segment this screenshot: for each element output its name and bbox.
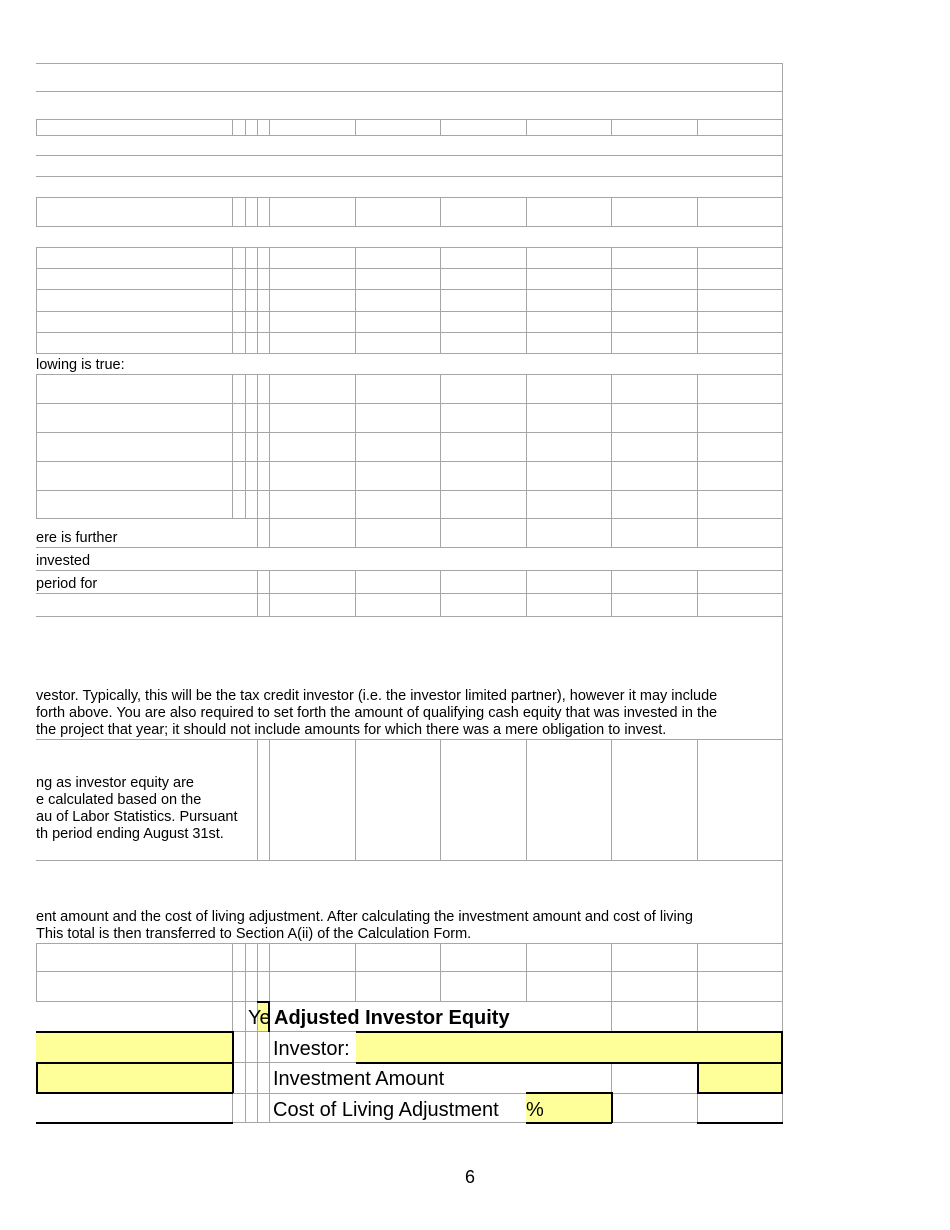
grid-col-line: [440, 374, 441, 518]
grid-col-line: [697, 247, 698, 353]
grid-col-line: [232, 247, 233, 353]
grid-col-line: [257, 570, 258, 616]
cola-unit: %: [526, 1099, 544, 1121]
grid-col-line: [526, 943, 527, 1001]
grid-row-line: [36, 374, 782, 375]
fragment-further: ere is further: [36, 530, 118, 546]
input-border: [697, 1122, 783, 1124]
grid-col-line: [269, 119, 270, 135]
grid-col-line: [257, 518, 258, 547]
grid-col-line: [36, 247, 37, 353]
grid-col-line: [257, 739, 258, 860]
grid-col-line: [245, 1031, 246, 1123]
grid-col-line: [232, 943, 233, 1001]
grid-col-line: [611, 739, 612, 860]
grid-col-line: [782, 63, 783, 1123]
grid-col-line: [269, 518, 270, 547]
grid-col-line: [269, 943, 270, 1001]
grid-col-line: [611, 119, 612, 135]
grid-col-line: [245, 1001, 246, 1031]
input-border: [697, 1092, 783, 1094]
grid-col-line: [257, 943, 258, 1001]
grid-row-line: [36, 155, 782, 156]
grid-row-line: [36, 739, 782, 740]
paragraph-line: forth above. You are also required to set forth the amount of qualifying cash equity that was invested in the: [36, 705, 718, 721]
paragraph-line: the project that year; it should not include amounts for which there was a mere obligation to invest.: [36, 722, 667, 738]
grid-row-line: [36, 135, 782, 136]
input-border: [36, 1062, 38, 1093]
grid-col-line: [526, 197, 527, 226]
input-border: [781, 1031, 783, 1093]
paragraph-transfer: [36, 909, 693, 943]
grid-col-line: [257, 374, 258, 518]
left-input-cell-1[interactable]: [36, 1032, 232, 1062]
grid-col-line: [269, 739, 270, 860]
grid-col-line: [355, 943, 356, 1001]
grid-col-line: [697, 570, 698, 616]
grid-col-line: [526, 739, 527, 860]
input-border: [611, 1092, 613, 1123]
paragraph-line: th period ending August 31st.: [36, 826, 224, 842]
left-input-cell-2[interactable]: [36, 1063, 232, 1092]
grid-col-line: [611, 374, 612, 518]
grid-row-line: [36, 518, 782, 519]
grid-col-line: [355, 197, 356, 226]
grid-col-line: [245, 943, 246, 1001]
paragraph-line: ent amount and the cost of living adjustment. After calculating the investment amount and cost of living: [36, 909, 693, 925]
grid-col-line: [440, 518, 441, 547]
paragraph-investor: [36, 688, 717, 739]
grid-col-line: [232, 119, 233, 135]
input-border: [36, 1062, 233, 1064]
grid-col-line: [257, 247, 258, 353]
input-border: [356, 1062, 783, 1064]
grid-col-line: [257, 197, 258, 226]
grid-col-line: [269, 247, 270, 353]
fragment-period-for: period for: [36, 576, 98, 592]
grid-col-line: [232, 374, 233, 518]
grid-col-line: [697, 739, 698, 860]
input-border: [36, 1122, 233, 1124]
grid-col-line: [245, 374, 246, 518]
grid-col-line: [355, 119, 356, 135]
grid-col-line: [526, 570, 527, 616]
input-border: [526, 1122, 612, 1124]
paragraph-line: au of Labor Statistics. Pursuant: [36, 809, 238, 825]
grid-col-line: [232, 1001, 233, 1031]
grid-col-line: [611, 247, 612, 353]
grid-col-line: [269, 1031, 270, 1123]
paragraph-line: ng as investor equity are: [36, 775, 194, 791]
grid-row-line: [36, 547, 782, 548]
grid-row-line: [36, 247, 782, 248]
grid-row-line: [36, 197, 782, 198]
grid-row-line: [36, 593, 782, 594]
grid-col-line: [697, 943, 698, 1001]
grid-row-line: [36, 91, 782, 92]
grid-col-line: [611, 943, 612, 1001]
paragraph-cola: [36, 775, 238, 843]
fragment-following-true: lowing is true:: [36, 357, 125, 373]
grid-col-line: [526, 247, 527, 353]
grid-col-line: [355, 247, 356, 353]
grid-row-line: [36, 289, 782, 290]
grid-col-line: [697, 518, 698, 547]
grid-col-line: [440, 119, 441, 135]
grid-row-line: [36, 63, 782, 64]
input-border: [36, 1092, 233, 1094]
grid-col-line: [36, 943, 37, 1001]
input-border: [268, 1001, 270, 1032]
grid-col-line: [611, 570, 612, 616]
grid-col-line: [245, 197, 246, 226]
paragraph-line: This total is then transferred to Section A(ii) of the Calculation Form.: [36, 926, 472, 942]
input-border: [36, 1031, 233, 1033]
grid-col-line: [611, 197, 612, 226]
input-border: [232, 1031, 234, 1093]
grid-col-line: [697, 119, 698, 135]
grid-row-line: [36, 971, 782, 972]
grid-col-line: [355, 739, 356, 860]
grid-row-line: [36, 119, 782, 120]
grid-col-line: [697, 374, 698, 518]
grid-col-line: [440, 570, 441, 616]
investment-amount-label: Investment Amount: [273, 1068, 445, 1090]
grid-col-line: [355, 570, 356, 616]
paragraph-line: e calculated based on the: [36, 792, 202, 808]
grid-row-line: [36, 432, 782, 433]
input-border: [697, 1062, 699, 1093]
grid-row-line: [36, 616, 782, 617]
grid-col-line: [526, 374, 527, 518]
investor-label: Investor:: [273, 1038, 350, 1060]
grid-col-line: [697, 1001, 698, 1031]
fragment-invested: invested: [36, 553, 91, 569]
form-title: Adjusted Investor Equity: [274, 1007, 510, 1029]
grid-col-line: [257, 119, 258, 135]
grid-row-line: [36, 353, 782, 354]
grid-row-line: [36, 268, 782, 269]
input-border: [526, 1092, 612, 1094]
paragraph-line: vestor. Typically, this will be the tax credit investor (i.e. the investor limited partner), however it may include: [36, 688, 718, 704]
grid-row-line: [36, 176, 782, 177]
grid-col-line: [440, 739, 441, 860]
grid-col-line: [36, 197, 37, 226]
year-fragment: Ye: [248, 1007, 271, 1029]
grid-row-line: [36, 860, 782, 861]
grid-row-line: [36, 1001, 782, 1002]
grid-col-line: [526, 119, 527, 135]
grid-col-line: [257, 1031, 258, 1123]
investment-amount-input[interactable]: [697, 1063, 782, 1092]
grid-col-line: [611, 1001, 612, 1031]
grid-col-line: [440, 247, 441, 353]
grid-row-line: [36, 403, 782, 404]
grid-row-line: [36, 461, 782, 462]
grid-row-line: [36, 570, 782, 571]
grid-col-line: [36, 119, 37, 135]
grid-col-line: [269, 374, 270, 518]
grid-col-line: [36, 374, 37, 518]
grid-col-line: [245, 119, 246, 135]
grid-row-line: [36, 311, 782, 312]
grid-row-line: [36, 490, 782, 491]
grid-col-line: [269, 570, 270, 616]
grid-col-line: [232, 197, 233, 226]
grid-row-line: [36, 226, 782, 227]
grid-col-line: [355, 518, 356, 547]
investor-input[interactable]: [356, 1032, 782, 1062]
grid-col-line: [440, 197, 441, 226]
grid-row-line: [36, 943, 782, 944]
grid-col-line: [355, 374, 356, 518]
grid-col-line: [440, 943, 441, 1001]
grid-col-line: [245, 247, 246, 353]
cola-label: Cost of Living Adjustment: [273, 1099, 499, 1121]
grid-col-line: [269, 197, 270, 226]
grid-row-line: [36, 332, 782, 333]
page-number: 6: [465, 1167, 476, 1187]
grid-col-line: [697, 197, 698, 226]
grid-col-line: [526, 518, 527, 547]
grid-col-line: [611, 518, 612, 547]
input-border: [356, 1031, 783, 1033]
